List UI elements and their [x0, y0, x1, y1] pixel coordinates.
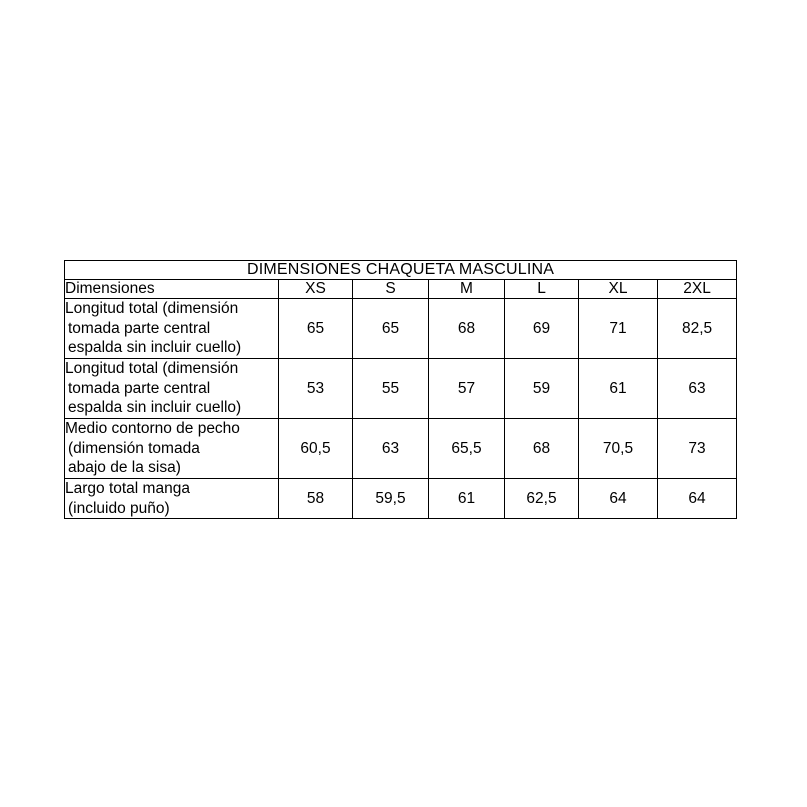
cell-value: 68 — [429, 299, 505, 359]
table-row — [65, 479, 737, 519]
cell-value: 55 — [353, 359, 429, 419]
row-label-line: (dimensión tomada — [68, 439, 200, 457]
cell-value: 71 — [579, 299, 658, 359]
cell-value: 62,5 — [505, 479, 579, 519]
row-label-line: tomada parte central — [68, 379, 211, 397]
row-label-line: abajo de la sisa) — [68, 459, 181, 477]
header-size-m: M — [429, 280, 505, 299]
table-row — [65, 299, 737, 359]
cell-value: 53 — [279, 359, 353, 419]
cell-value: 64 — [579, 479, 658, 519]
cell-value: 65 — [279, 299, 353, 359]
size-chart-container — [64, 260, 736, 519]
cell-value: 63 — [658, 359, 737, 419]
cell-value: 59 — [505, 359, 579, 419]
cell-value: 61 — [579, 359, 658, 419]
header-size-2xl: 2XL — [658, 280, 737, 299]
table-row — [65, 419, 737, 479]
cell-value: 65 — [353, 299, 429, 359]
header-dimensions: Dimensiones — [65, 280, 279, 299]
row-label-line: espalda sin incluir cuello) — [68, 339, 242, 357]
row-label — [65, 359, 279, 419]
cell-value: 68 — [505, 419, 579, 479]
cell-value: 61 — [429, 479, 505, 519]
cell-value: 65,5 — [429, 419, 505, 479]
row-label — [65, 479, 279, 519]
table-title-row — [65, 261, 737, 280]
cell-value: 73 — [658, 419, 737, 479]
row-label — [65, 419, 279, 479]
row-label-line: Medio contorno de pecho — [65, 420, 240, 438]
cell-value: 69 — [505, 299, 579, 359]
row-label-line: espalda sin incluir cuello) — [68, 399, 242, 417]
table-header-row — [65, 280, 737, 299]
row-label — [65, 299, 279, 359]
row-label-line: Longitud total (dimensión — [65, 360, 239, 378]
cell-value: 70,5 — [579, 419, 658, 479]
table-row — [65, 359, 737, 419]
cell-value: 82,5 — [658, 299, 737, 359]
header-size-l: L — [505, 280, 579, 299]
header-size-xl: XL — [579, 280, 658, 299]
cell-value: 57 — [429, 359, 505, 419]
size-chart-table — [64, 260, 737, 519]
cell-value: 59,5 — [353, 479, 429, 519]
header-size-xs: XS — [279, 280, 353, 299]
row-label-line: Largo total manga — [65, 480, 190, 498]
row-label-line: tomada parte central — [68, 319, 211, 337]
header-size-s: S — [353, 280, 429, 299]
table-title: DIMENSIONES CHAQUETA MASCULINA — [65, 261, 737, 280]
cell-value: 60,5 — [279, 419, 353, 479]
row-label-line: (incluido puño) — [68, 499, 170, 517]
cell-value: 64 — [658, 479, 737, 519]
row-label-line: Longitud total (dimensión — [65, 300, 239, 317]
cell-value: 58 — [279, 479, 353, 519]
cell-value: 63 — [353, 419, 429, 479]
